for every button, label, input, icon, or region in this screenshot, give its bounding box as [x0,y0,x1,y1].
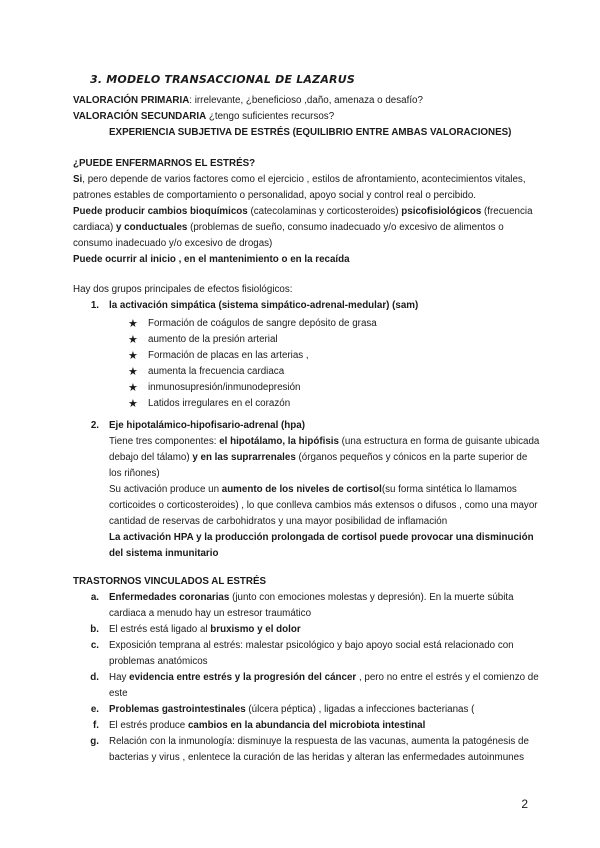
question-heading: ¿PUEDE ENFERMARNOS EL ESTRÉS? [73,158,256,169]
grupo-1-label: la activación simpática (sistema simpático-adrenal-medular) (sam) [109,300,419,311]
star-bullet-icon: ★ [128,334,138,346]
valoracion-secundaria: VALORACIÓN SECUNDARIA ¿tengo suficientes recursos? [73,111,335,122]
star-bullet-icon: ★ [128,318,138,330]
experiencia-subjetiva: EXPERIENCIA SUBJETIVA DE ESTRÉS (EQUILIBRIO ENTRE AMBAS VALORACIONES) [109,127,512,138]
star-bullet-icon: ★ [128,366,138,378]
trastornos-list [73,590,540,766]
trastornos-heading: TRASTORNOS VINCULADOS AL ESTRÉS [73,576,267,587]
paragraph-ocurrir: Puede ocurrir al inicio , en el mantenimiento o en la recaída [73,254,350,265]
list-item: ★ Latidos irregulares en el corazón [128,398,291,410]
list-item: ★ inmunosupresión/inmunodepresión [128,382,301,394]
list-item: ★ aumento de la presión arterial [128,334,278,346]
star-bullet-icon: ★ [128,398,138,410]
grupo-2-componentes: Tiene tres componentes: el hipotálamo, la hipófisis (una estructura en forma de guisante ubicada debajo del tálamo) y en las suprarrenales (órganos pequeños y cónicos en la parte superior de los riñones) [109,436,540,479]
list-item: a. Enfermedades coronarias (junto con emociones molestas y depresión). En la muerte súbita cardiaca a menudo hay un estresor traumático [90,592,514,619]
list-item: b. El estrés está ligado al bruxismo y el dolor [90,624,301,635]
list-item: g. Relación con la inmunología: disminuye la respuesta de las vacunas, aumenta la patogénesis de bacterias y virus , enlentece la curación de las heridas y alteran las enfermedades autoinmunes [90,736,529,763]
paragraph-factores: Si, pero depende de varios factores como el ejercicio , estilos de afrontamiento, acontecimientos vitales, patrones estables de comportamiento o personalidad, apoyo social y control real o percibido. [73,174,526,201]
grupo-1: 1. la activación simpática (sistema simpático-adrenal-medular) (sam) ★ Formación de coágulos de sangre depósito de grasa ★ aumento de la presión arterial ★ Formación de placas en las arterias , ★ aumenta la frecuencia cardiaca ★ inmunosupresión/inmunodepresión ★ Latidos irregulares en el corazón [73,298,540,412]
section-title: 3. MODELO TRANSACCIONAL DE LAZARUS [90,73,355,86]
grupo-2-activacion: Su activación produce un aumento de los niveles de cortisol(su forma sintética lo llamamos corticoides o corticosteroides) , lo que conlleva cambios más extensos o difusos , como una mayor cantidad de reservas de carbohidratos y una mayor posibilidad de inflamación [109,484,538,527]
list-item: f. El estrés produce cambios en la abundancia del microbiota intestinal [93,720,426,731]
page-number: 2 [521,797,528,811]
list-item: ★ aumenta la frecuencia cardiaca [128,366,285,378]
valoracion-primaria: VALORACIÓN PRIMARIA: irrelevante, ¿beneficioso ,daño, amenaza o desafío? [73,95,423,106]
grupo-2-hpa: La activación HPA y la producción prolongada de cortisol puede provocar una disminución del sistema inmunitario [109,532,534,559]
grupos-intro: Hay dos grupos principales de efectos fisiológicos: [73,284,293,295]
star-bullet-icon: ★ [128,382,138,394]
star-bullet-icon: ★ [128,350,138,362]
list-item: ★ Formación de placas en las arterias , [128,350,309,362]
grupo-2: 2. Eje hipotalámico-hipofisario-adrenal (hpa) Tiene tres componentes: el hipotálamo, la hipófisis (una estructura en forma de guisante ubicada debajo del tálamo) y en las suprarrenales (órganos pequeños y cónicos en la parte superior de los riñones) Su activación produce un aumento de los niveles de cortisol(su forma sintética lo llamamos corticoides o corticosteroides) , lo que conlleva cambios más extensos o difusos , como una mayor cantidad de reservas de carbohidratos y una mayor posibilidad de inflamación La activación HPA y la producción prolongada de cortisol puede provocar una disminución del sistema inmunitario [73,418,540,562]
paragraph-cambios: Puede producir cambios bioquímicos (catecolaminas y corticosteroides) psicofisiológicos (frecuencia cardiaca) y conductuales (problemas de sueño, consumo inadecuado y/o excesivo de alimentos o consumo inadecuado y/o excesivo de drogas) [73,206,533,249]
list-item: c. Exposición temprana al estrés: malestar psicológico y bajo apoyo social está relacionado con problemas anatómicos [90,640,514,667]
list-item: e. Problemas gastrointestinales (úlcera péptica) , ligadas a infecciones bacterianas ( [90,704,475,715]
list-item: d. Hay evidencia entre estrés y la progresión del cáncer , pero no entre el estrés y el comienzo de este [90,672,539,699]
list-item: ★ Formación de coágulos de sangre depósito de grasa [128,318,377,330]
grupo-2-label: Eje hipotalámico-hipofisario-adrenal (hpa) [109,420,305,431]
